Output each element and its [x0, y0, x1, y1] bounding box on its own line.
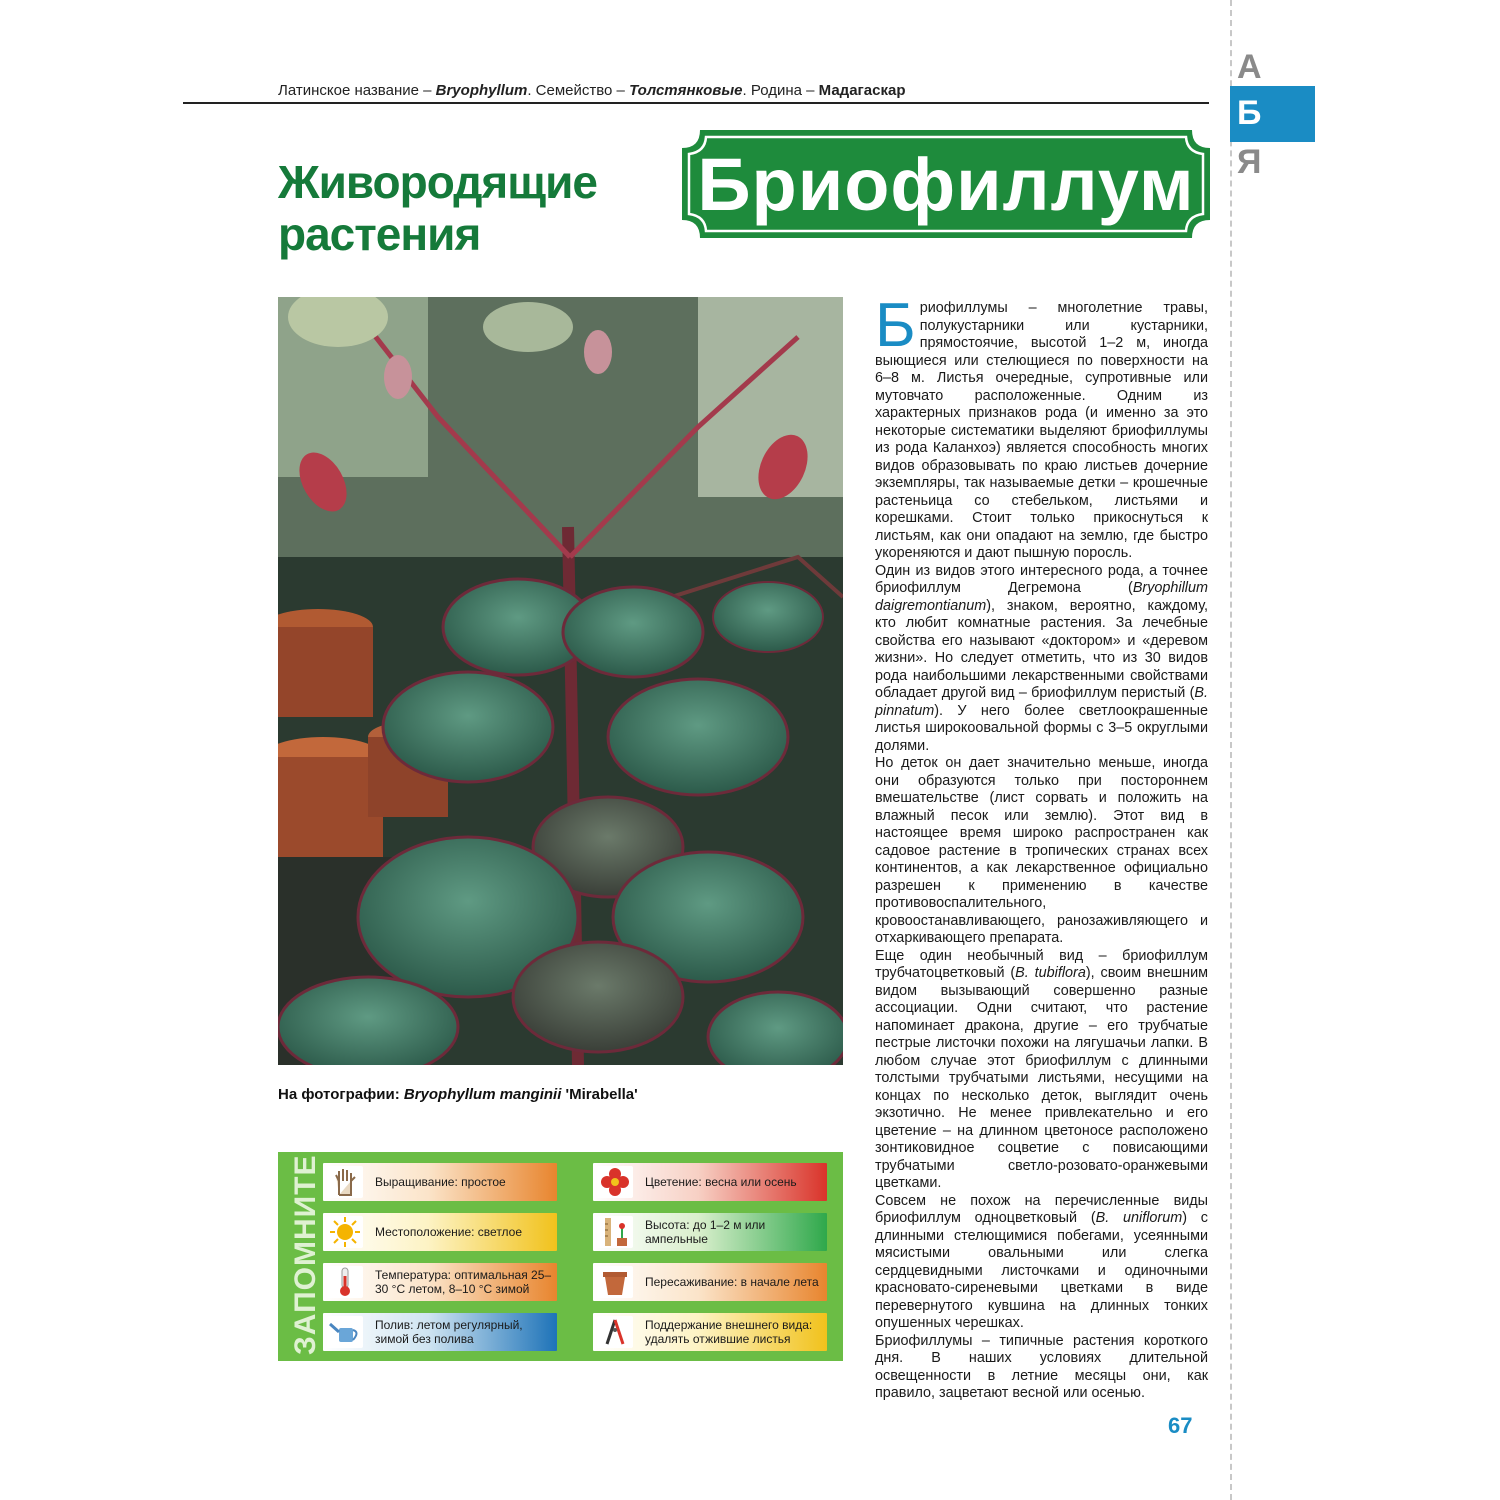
tip-text: Пересаживание: в начале лета	[645, 1275, 819, 1289]
sun-icon	[327, 1216, 363, 1248]
article-paragraph: Еще один необычный вид – бриофиллум трубчатоцветковый (B. tubiflora), своим внешним видом вызывающий совершенно разные ассоциации. Одни считают, что растение напоминает дракона, другие – его трубчатые пестрые листочки похожи на лягушачьи лапки. В любом случае этот бриофиллум с длинными толстыми трубчатыми листьями, несущими на концах по несколько деток, выглядит очень экзотично. Не менее привлекательно и его цветение – на длинном цветоносе расположено зонтиковидное соцветие с повисающими трубчатыми светло-розовато-оранжевыми цветками.	[875, 947, 1209, 1191]
article-paragraph: Бриофиллумы – многолетние травы, полукустарники или кустарники, прямостоячие, высотой 1–2 м, иногда выющиеся или стелющиеся по поверхности на 6–8 м. Листья очередные, супротивные или мутовчато расположенные. Одним из характерных признаков рода (и именно за это некоторые систематики выделяют бриофиллумы из рода Каланхоэ) является способность многих видов образовывать по краю листьев дочерние экземпляры, так называемые детки – крошечные растеньица со стебельком, листьями и корешками. Стоит только прикоснуться к листьям, как они опадают на землю, где быстро укореняются и дают пышную поросль.	[875, 291, 1208, 561]
article-paragraph: Совсем не похож на перечисленные виды бриофиллум одноцветковый (B. uniflorum) с длинными стелющимися побегами, усеянными мясистыми овальными или слегка сердцевидными листочками и одиночными красновато-сиреневыми цветками в виде перевернутого кувшина на длинных тонких опушенных черешках.	[875, 1192, 1208, 1331]
tip-text: Полив: летом регулярный, зимой без полива	[375, 1318, 523, 1346]
header-homeland-value: Мадагаскар	[818, 82, 906, 99]
caption-species: Bryophyllum manginii	[403, 1086, 562, 1103]
tip-repotting	[593, 1263, 827, 1301]
alphabet-letter-current: Б	[1237, 94, 1262, 132]
header-homeland-label: . Родина –	[742, 82, 815, 99]
article-body	[875, 291, 1209, 1403]
plant-photo	[278, 297, 843, 1065]
tip-watering	[323, 1313, 557, 1351]
caption-cultivar: 'Mirabella'	[565, 1086, 638, 1103]
header-latin-value: Bryophyllum	[435, 82, 528, 99]
ruler-plant-icon	[597, 1216, 633, 1248]
tip-text: Высота: до 1–2 м или ампельные	[645, 1218, 766, 1246]
section-title-line2: растения	[278, 208, 481, 260]
drop-cap: Б	[875, 291, 916, 360]
pruning-shears-icon	[597, 1316, 633, 1348]
header-family-label: . Семейство –	[527, 82, 625, 99]
alphabet-letter-prev: А	[1237, 48, 1262, 86]
photo-caption	[278, 1086, 638, 1103]
watering-can-icon	[327, 1316, 363, 1348]
article-paragraph: Бриофиллумы – типичные растения короткого дня. В наших условиях длительной освещенности в летние месяцы они, как правило, зацветают весной или осенью.	[875, 1332, 1208, 1401]
remember-box	[278, 1152, 843, 1361]
glove-icon	[327, 1166, 363, 1198]
header-rule	[183, 102, 1209, 104]
tip-growing	[323, 1163, 557, 1201]
section-title	[278, 156, 597, 260]
section-title-line1: Живородящие	[278, 156, 597, 208]
tip-location	[323, 1213, 557, 1251]
tip-temperature	[323, 1263, 557, 1301]
tip-text: Поддержание внешнего вида: удалять отжившие листья	[645, 1318, 813, 1346]
sidebar-divider	[1230, 0, 1232, 1500]
tip-text: Местоположение: светлое	[375, 1225, 523, 1239]
thermometer-icon	[327, 1266, 363, 1298]
flowerpot-icon	[597, 1266, 633, 1298]
header-latin-label: Латинское название –	[278, 82, 432, 99]
plant-title: Бриофиллум	[697, 143, 1195, 226]
running-header	[278, 82, 906, 99]
page-number: 67	[1168, 1413, 1193, 1438]
article-paragraph: Один из видов этого интересного рода, а точнее бриофиллум Дегремона (Bryophillum daigremontianum), знаком, вероятно, каждому, кто любит комнатные растения. За лечебные свойства его называют «доктором» и «деревом жизни». Но следует отметить, что из 30 видов рода наибольшими лекарственными свойствами обладает другой вид – бриофиллум перистый (B. pinnatum). У него более светлоокрашенные листья широкоовальной формы с 3–5 округлыми долями.	[875, 562, 1208, 754]
remember-label: ЗАПОМНИТЕ	[289, 1154, 322, 1355]
tip-height	[593, 1213, 827, 1251]
header-family-value: Толстянковые	[629, 82, 743, 99]
tip-text: Температура: оптимальная 25–30 °С летом, 8–10 °С зимой	[375, 1268, 552, 1296]
flower-icon	[597, 1166, 633, 1198]
tip-maintenance	[593, 1313, 827, 1351]
tip-text: Цветение: весна или осень	[645, 1175, 797, 1189]
tip-text: Выращивание: простое	[375, 1175, 506, 1189]
caption-label: На фотографии:	[278, 1086, 400, 1103]
alphabet-letter-next: Я	[1237, 143, 1262, 181]
tip-flowering	[593, 1163, 827, 1201]
article-paragraph: Но деток он дает значительно меньше, иногда они образуются только при постороннем вмешательстве (лист сорвать и положить на влажный песок или землю). Этот вид в настоящее время широко распространен как садовое растение в тропических странах всех континентов, а как лекарственное официально разрешен к применению в качестве противовоспалительного, кровоостанавливающего, ранозаживляющего и отхаркивающего препарата.	[875, 755, 1208, 946]
